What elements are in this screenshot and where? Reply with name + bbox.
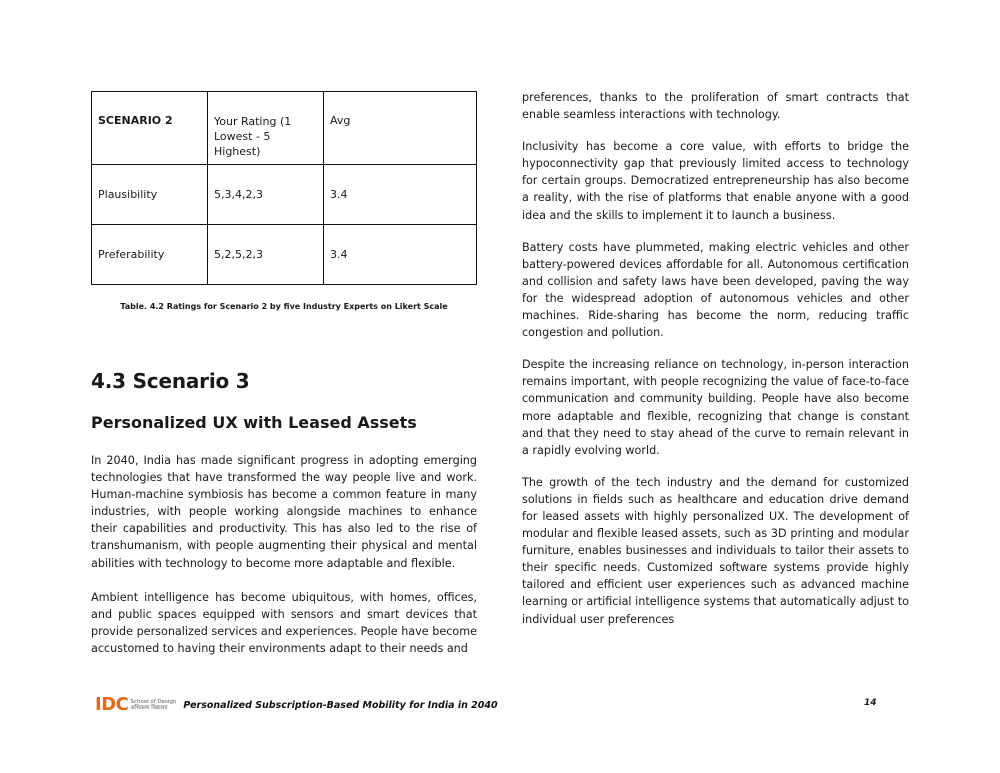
document-title: Personalized Subscription-Based Mobility for India in 2040 xyxy=(183,699,498,711)
table-cell-criterion: Plausibility xyxy=(92,165,208,225)
table-row xyxy=(92,225,477,285)
table-header-row xyxy=(92,92,477,165)
paragraph: In 2040, India has made significant progress in adopting emerging technologies that have transformed the way people live and work. Human-machine symbiosis has become a common feature in many industries, with people working alongside machines to enhance their capabilities and productivity. This has also led to the rise of transhumanism, with people augmenting their physical and mental abilities with technology to become more adaptable and flexible. xyxy=(91,454,477,570)
page-number: 14 xyxy=(864,698,877,708)
table-header-cell: SCENARIO 2 xyxy=(92,92,208,165)
table-cell-ratings: 5,3,4,2,3 xyxy=(208,165,324,225)
table-row xyxy=(92,165,477,225)
page-footer xyxy=(95,695,498,715)
table-cell-avg: 3.4 xyxy=(324,165,477,225)
section-subtitle: Personalized UX with Leased Assets xyxy=(91,413,417,432)
table-cell-ratings: 5,2,5,2,3 xyxy=(208,225,324,285)
table-cell-avg: 3.4 xyxy=(324,225,477,285)
table-header-cell: Your Rating (1 Lowest - 5 Highest) xyxy=(208,92,324,165)
paragraph: Inclusivity has become a core value, with efforts to bridge the hypoconnectivity gap that previously limited access to technology for certain groups. Democratized entrepreneurship has also become a reality, with the rise of platforms that enable anyone with a good idea and the skills to implement it to launch a business. xyxy=(522,140,909,222)
logo-line-hindi: अभिकल्प विद्यालय xyxy=(130,705,168,711)
paragraph: Despite the increasing reliance on technology, in-person interaction remains important, with people recognizing the value of face-to-face communication and community building. People have also become more adaptable and flexible, recognizing that change is constant and that they need to stay ahead of the curve to remain relevant in a rapidly evolving world. xyxy=(522,358,909,457)
section-title: 4.3 Scenario 3 xyxy=(91,369,250,393)
paragraph: preferences, thanks to the proliferation of smart contracts that enable seamless interactions with technology. xyxy=(522,91,909,122)
logo-text xyxy=(130,699,176,711)
ratings-table xyxy=(91,91,477,285)
logo-line-english: School of Design xyxy=(130,699,177,705)
table-header-cell: Avg xyxy=(324,92,477,165)
paragraph: Battery costs have plummeted, making electric vehicles and other battery-powered devices affordable for all. Autonomous certification and collision and safety laws have been developed, paving the way for the widespread adoption of autonomous vehicles and other machines. Ride-sharing has become the norm, reducing traffic congestion and pollution. xyxy=(522,240,909,340)
table-caption: Table. 4.2 Ratings for Scenario 2 by five Industry Experts on Likert Scale xyxy=(120,302,448,311)
right-column xyxy=(522,89,909,628)
table-cell-criterion: Preferability xyxy=(92,225,208,285)
left-column xyxy=(91,91,477,655)
paragraph: The growth of the tech industry and the demand for customized solutions in fields such as healthcare and education drive demand for leased assets with highly personalized UX. The development of modular and flexible leased assets, such as 3D printing and modular furniture, enables businesses and individuals to tailor their assets to their specific needs. Customized software systems provide highly tailored and efficient user experiences such as advanced machine learning or artificial intelligence systems that automatically adjust to individual user preferences xyxy=(522,475,909,626)
left-body-text xyxy=(91,452,477,657)
paragraph: Ambient intelligence has become ubiquitous, with homes, offices, and public spaces equipped with sensors and smart devices that provide personalized services and experiences. People have become accustomed to having their environments adapt to their needs and xyxy=(91,590,477,655)
idc-logo: IDC xyxy=(95,694,129,715)
